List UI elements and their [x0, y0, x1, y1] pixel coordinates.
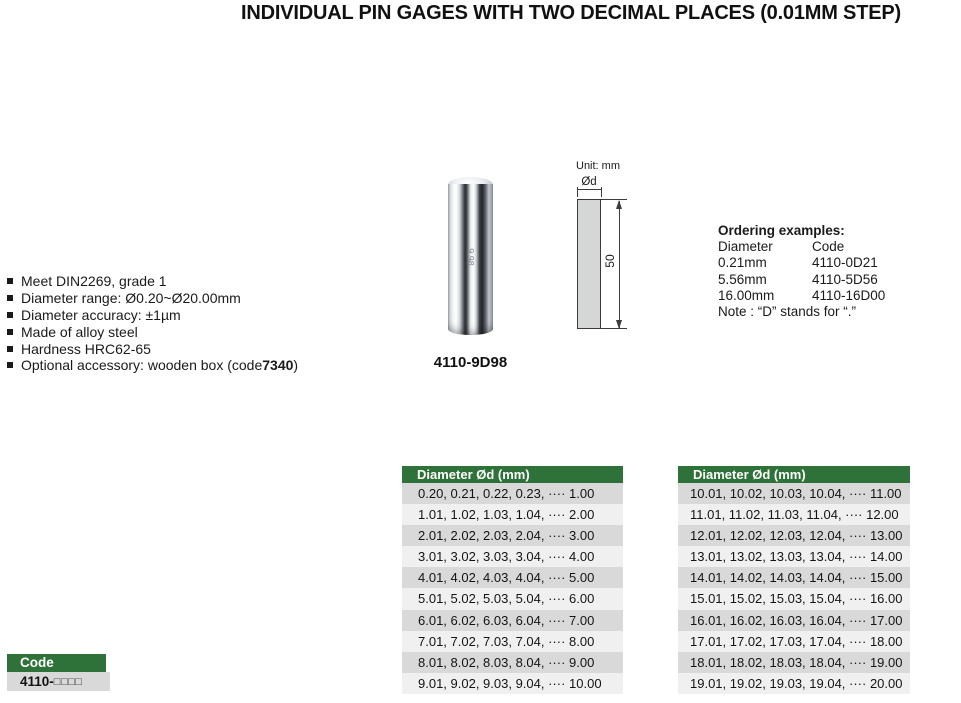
table-header: Diameter Ød (mm) — [402, 466, 623, 483]
bullet-square-icon — [7, 346, 13, 352]
arrow-down-icon — [616, 320, 622, 329]
list-item — [7, 273, 298, 290]
ordering-row — [718, 272, 885, 288]
ordering-row — [718, 255, 885, 271]
table-row: 5.01, 5.02, 5.03, 5.04, ···· 6.00 — [402, 588, 623, 609]
witness-line — [601, 328, 627, 329]
diameter-table-left — [402, 466, 623, 694]
ordering-diameter: 5.56mm — [718, 271, 767, 287]
table-row: 13.01, 13.02, 13.03, 13.04, ···· 14.00 — [678, 546, 910, 567]
ordering-note: Note : “D” stands for “.” — [718, 304, 857, 320]
table-row: 8.01, 8.02, 8.03, 8.04, ···· 9.00 — [402, 652, 623, 673]
feature-text: ) — [293, 357, 299, 374]
ordering-code: 4110-5D56 — [812, 271, 878, 287]
table-row: 4.01, 4.02, 4.03, 4.04, ···· 5.00 — [402, 567, 623, 588]
code-box-value — [7, 672, 110, 691]
feature-list — [7, 273, 298, 374]
table-row: 6.01, 6.02, 6.03, 6.04, ···· 7.00 — [402, 610, 623, 631]
list-item — [7, 340, 298, 357]
ordering-heading: Ordering examples: — [718, 223, 845, 238]
list-item — [7, 307, 298, 324]
table-row: 18.01, 18.02, 18.03, 18.04, ···· 19.00 — [678, 652, 910, 673]
dimension-tick — [577, 187, 578, 197]
ordering-code: 4110-0D21 — [812, 255, 878, 271]
arrow-up-icon — [616, 200, 622, 209]
witness-line — [601, 199, 627, 200]
feature-text: Optional accessory: wooden box (code — [21, 357, 263, 374]
list-item — [7, 357, 298, 374]
code-placeholder-squares: □□□□ — [53, 676, 83, 688]
list-item — [7, 290, 298, 307]
table-row: 19.01, 19.02, 19.03, 19.04, ···· 20.00 — [678, 673, 910, 694]
diameter-dimension-line — [577, 189, 602, 190]
bullet-square-icon — [7, 295, 13, 301]
bullet-square-icon — [7, 312, 13, 318]
feature-text: Meet DIN2269, grade 1 — [21, 273, 167, 290]
ordering-diameter: 16.00mm — [718, 287, 775, 303]
code-prefix: 4110- — [20, 674, 54, 689]
page-title: INDIVIDUAL PIN GAGES WITH TWO DECIMAL PLACES (0.01MM STEP) — [241, 2, 901, 24]
dimension-tick — [601, 187, 602, 197]
ordering-code: 4110-16D00 — [812, 287, 886, 303]
table-row: 1.01, 1.02, 1.03, 1.04, ···· 2.00 — [402, 504, 623, 525]
length-dimension-label: 50 — [603, 254, 617, 268]
ordering-examples — [718, 223, 885, 320]
feature-text: Diameter accuracy: ±1µm — [21, 306, 181, 323]
ordering-diameter: 0.21mm — [718, 255, 767, 271]
unit-label: Unit: mm — [576, 160, 620, 172]
pin-outline-drawing — [577, 199, 601, 329]
diameter-dimension-label: Ød — [581, 176, 597, 188]
table-row: 11.01, 11.02, 11.03, 11.04, ···· 12.00 — [678, 504, 910, 525]
table-row: 0.20, 0.21, 0.22, 0.23, ···· 1.00 — [402, 483, 623, 504]
table-row: 12.01, 12.02, 12.03, 12.04, ···· 13.00 — [678, 525, 910, 546]
diameter-table-right — [678, 466, 910, 694]
code-box-header: Code — [7, 654, 106, 672]
table-row: 2.01, 2.02, 2.03, 2.04, ···· 3.00 — [402, 525, 623, 546]
column-code: Code — [812, 239, 845, 255]
bullet-square-icon — [7, 329, 13, 335]
feature-text: Diameter range: Ø0.20~Ø20.00mm — [21, 290, 241, 307]
table-body — [678, 483, 910, 694]
table-row: 9.01, 9.02, 9.03, 9.04, ···· 10.00 — [402, 673, 623, 694]
column-diameter: Diameter — [718, 239, 773, 255]
list-item — [7, 323, 298, 340]
table-row: 3.01, 3.02, 3.03, 3.04, ···· 4.00 — [402, 546, 623, 567]
table-row: 16.01, 16.02, 16.03, 16.04, ···· 17.00 — [678, 610, 910, 631]
table-row: 7.01, 7.02, 7.03, 7.04, ···· 8.00 — [402, 631, 623, 652]
ordering-column-headers — [718, 239, 885, 255]
bullet-square-icon — [7, 362, 13, 368]
length-dimension-line — [619, 201, 620, 328]
table-row: 10.01, 10.02, 10.03, 10.04, ···· 11.00 — [678, 483, 910, 504]
table-header: Diameter Ød (mm) — [678, 466, 910, 483]
pin-engraved-marking: 9.98 — [465, 248, 476, 266]
feature-text: Hardness HRC62-65 — [21, 340, 151, 357]
feature-text: Made of alloy steel — [21, 323, 138, 340]
bullet-square-icon — [7, 278, 13, 284]
table-body — [402, 483, 623, 694]
table-row: 15.01, 15.02, 15.03, 15.04, ···· 16.00 — [678, 588, 910, 609]
table-row: 14.01, 14.02, 14.03, 14.04, ···· 15.00 — [678, 567, 910, 588]
ordering-row — [718, 288, 885, 304]
accessory-code: 7340 — [262, 357, 294, 374]
product-model-label: 4110-9D98 — [433, 354, 508, 371]
table-row: 17.01, 17.02, 17.03, 17.04, ···· 18.00 — [678, 631, 910, 652]
